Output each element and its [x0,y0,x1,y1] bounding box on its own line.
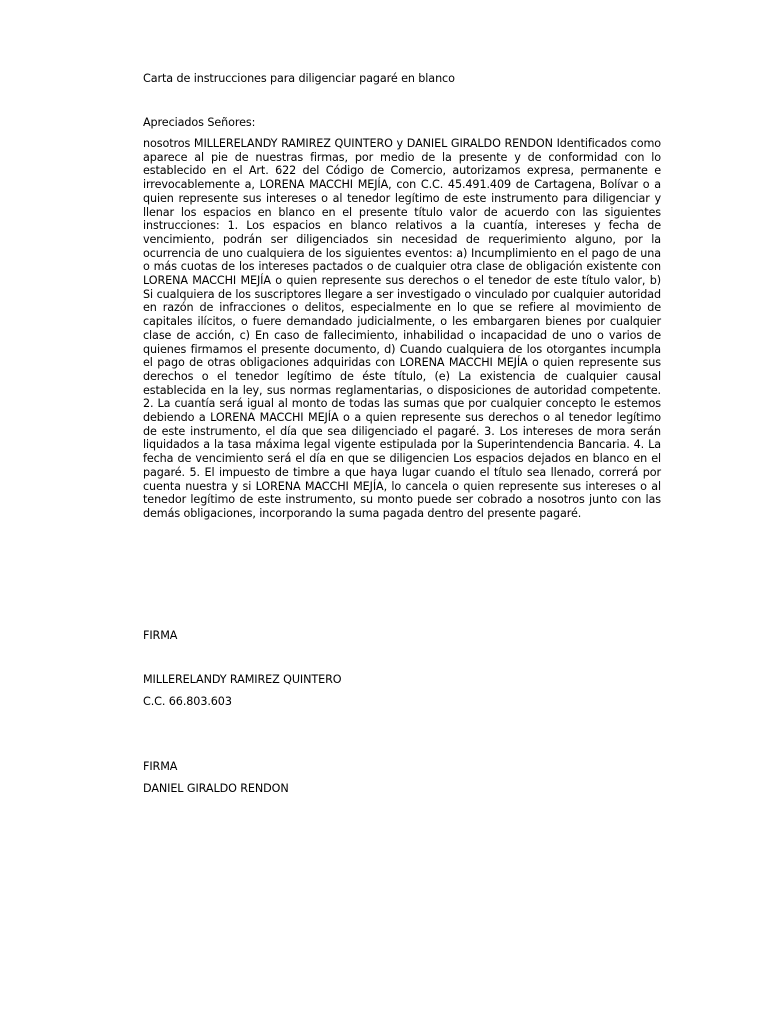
signer-name-1: MILLERELANDY RAMIREZ QUINTERO [143,673,342,686]
signer-name-2: DANIEL GIRALDO RENDON [143,782,289,795]
instructions-body: nosotros MILLERELANDY RAMIREZ QUINTERO y DANIEL GIRALDO RENDON Identificados como aparece al pie de nuestras firmas, por medio de la presente y de conformidad con lo establecido en el Art. 622 del Código de Comercio, autorizamos expresa, permanente e irrevocablemente a, LORENA MACCHI MEJÍA, con C.C. 45.491.409 de Cartagena, Bolívar o a quien represente sus intereses o al tenedor legítimo de este instrumento para diligenciar y llenar los espacios en blanco en el presente título valor de acuerdo con las siguientes instrucciones: 1. Los espacios en blanco relativos a la cuantía, intereses y fecha de vencimiento, podrán ser diligenciados sin necesidad de requerimiento alguno, por la ocurrencia de uno cualquiera de los siguientes eventos: a) Incumplimiento en el pago de una o más cuotas de los intereses pactados o de cualquier otra clase de obligación existente con LORENA MACCHI MEJÍA o quien represente sus derechos o el tenedor de este título valor, b) Si cualquiera de los suscriptores llegare a ser investigado o vinculado por cualquier autoridad en razón de infracciones o delitos, especialmente en lo que se refiere al movimiento de capitales ilícitos, o fuere demandado judicialmente, o les embargaren bienes por cualquier clase de acción, c) En caso de fallecimiento, inhabilidad o incapacidad de uno o varios de quienes firmamos el presente documento, d) Cuando cualquiera de los otorgantes incumpla el pago de otras obligaciones adquiridas con LORENA MACCHI MEJÍA o quien represente sus derechos o el tenedor legítimo de éste título, (e) La existencia de cualquier causal establecida en la ley, sus normas reglamentarias, o disposiciones de autoridad competente. 2. La cuantía será igual al monto de todas las sumas que por cualquier concepto le estemos debiendo a LORENA MACCHI MEJÍA o a quien represente sus derechos o al tenedor legítimo de este instrumento, el día que sea diligenciado el pagaré. 3. Los intereses de mora serán liquidados a la tasa máxima legal vigente estipulada por la Superintendencia Bancaria. 4. La fecha de vencimiento será el día en que se diligencien Los espacios dejados en blanco en el pagaré. 5. El impuesto de timbre a que haya lugar cuando el título sea llenado, correrá por cuenta nuestra y si LORENA MACCHI MEJÍA, lo cancela o quien represente sus intereses o al tenedor legítimo de este instrumento, su monto puede ser cobrado a nosotros junto con las demás obligaciones, incorporando la suma pagada dentro del presente pagaré. [143,137,661,520]
signature-label-1: FIRMA [143,629,178,642]
salutation: Apreciados Señores: [143,116,256,129]
signature-label-2: FIRMA [143,760,178,773]
signer-id-1: C.C. 66.803.603 [143,695,232,708]
document-title: Carta de instrucciones para diligenciar pagaré en blanco [143,72,455,85]
